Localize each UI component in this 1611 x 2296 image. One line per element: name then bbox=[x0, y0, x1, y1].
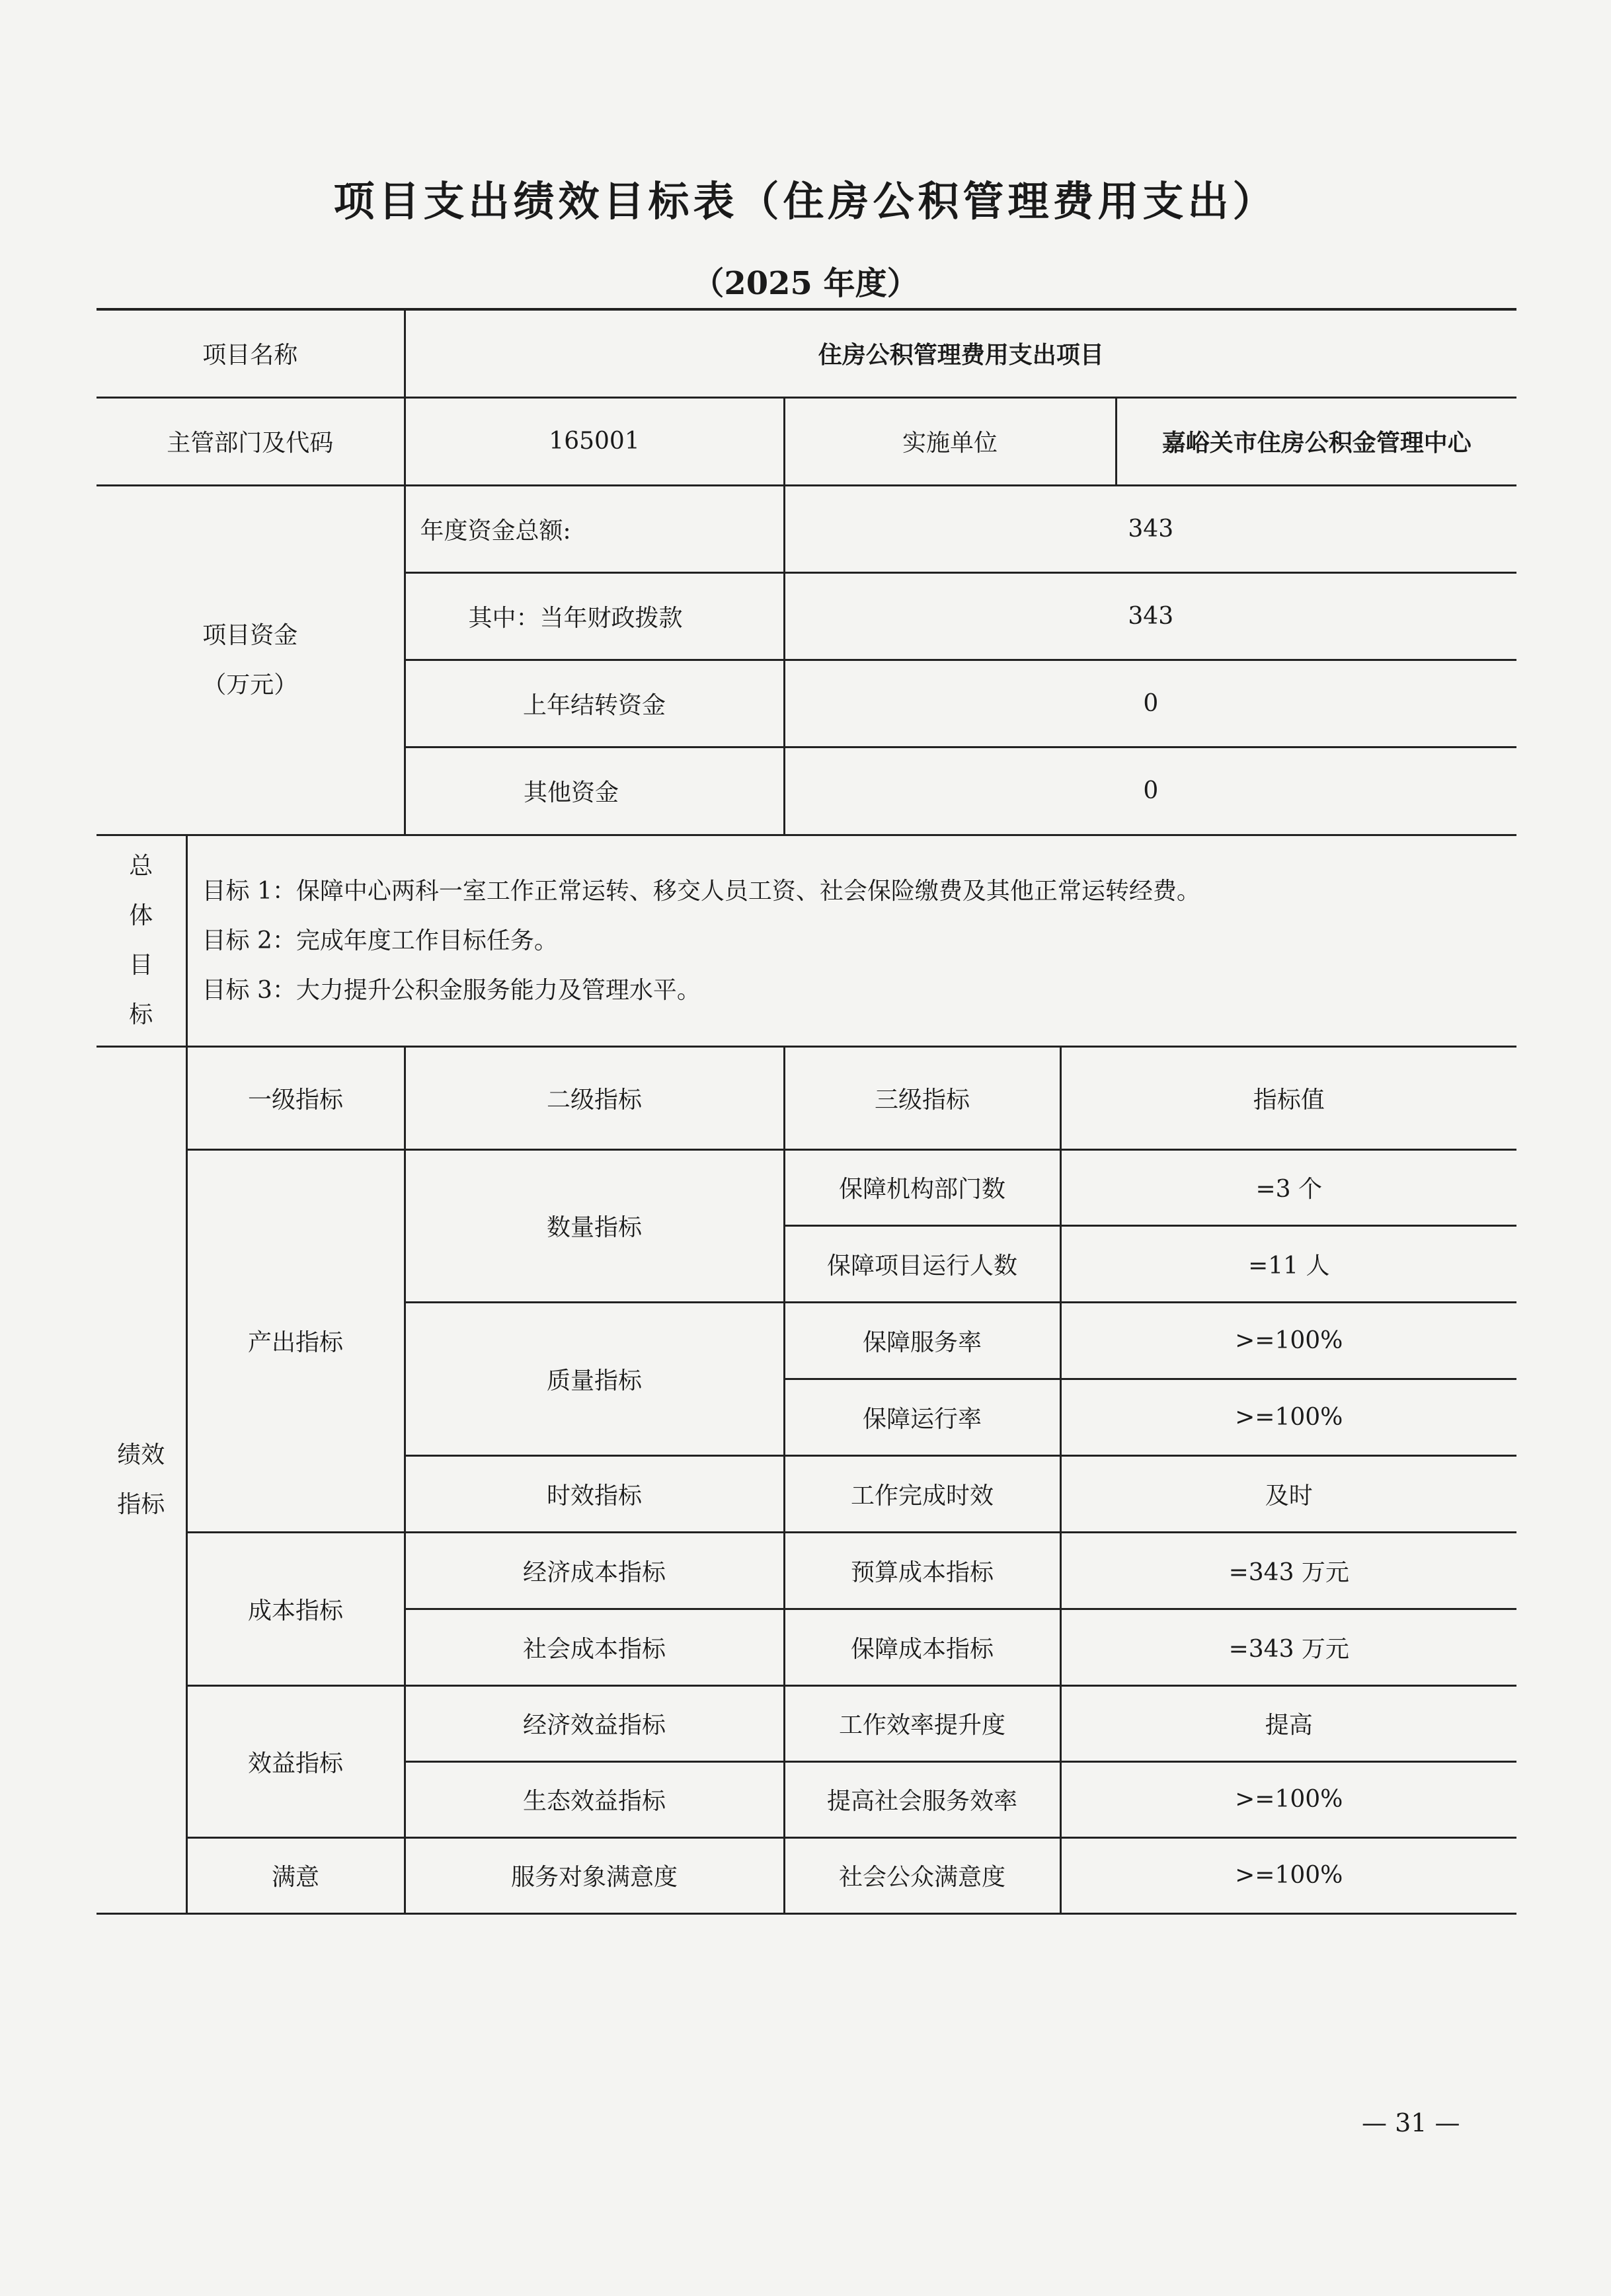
value-cell: =343 万元 bbox=[1060, 1609, 1516, 1685]
performance-table bbox=[97, 308, 1516, 1915]
level2-service-satisfaction: 服务对象满意度 bbox=[405, 1837, 784, 1913]
value-cell: 提高 bbox=[1060, 1685, 1516, 1761]
project-name-label: 项目名称 bbox=[97, 309, 405, 397]
header-level3: 三级指标 bbox=[784, 1046, 1060, 1149]
funds-row bbox=[97, 485, 1516, 572]
funds-label bbox=[97, 485, 405, 835]
value-cell: >=100% bbox=[1060, 1302, 1516, 1379]
level3-cell: 工作完成时效 bbox=[784, 1455, 1060, 1532]
level1-satisfaction: 满意 bbox=[186, 1837, 405, 1913]
impl-label: 实施单位 bbox=[784, 397, 1116, 485]
level3-cell: 保障机构部门数 bbox=[784, 1149, 1060, 1225]
page-subtitle: （2025 年度） bbox=[692, 265, 919, 302]
goal-item: 目标 3：大力提升公积金服务能力及管理水平。 bbox=[202, 976, 701, 1004]
level1-output: 产出指标 bbox=[186, 1149, 405, 1532]
value-cell: =3 个 bbox=[1060, 1149, 1516, 1225]
page-number: — 31 — bbox=[1362, 2108, 1460, 2137]
level3-cell: 社会公众满意度 bbox=[784, 1837, 1060, 1913]
level3-cell: 提高社会服务效率 bbox=[784, 1761, 1060, 1837]
value-cell: 及时 bbox=[1060, 1455, 1516, 1532]
goals-content bbox=[186, 835, 1516, 1046]
level2-timeliness: 时效指标 bbox=[405, 1455, 784, 1532]
value-cell: >=100% bbox=[1060, 1837, 1516, 1913]
funds-item-label: 上年结转资金 bbox=[405, 660, 784, 747]
level3-cell: 保障项目运行人数 bbox=[784, 1225, 1060, 1302]
indicator-header-row bbox=[97, 1046, 1516, 1149]
header-value: 指标值 bbox=[1060, 1046, 1516, 1149]
value-cell: =11 人 bbox=[1060, 1225, 1516, 1302]
level3-cell: 保障运行率 bbox=[784, 1379, 1060, 1455]
level3-cell: 工作效率提升度 bbox=[784, 1685, 1060, 1761]
level2-quality: 质量指标 bbox=[405, 1302, 784, 1455]
level2-quantity: 数量指标 bbox=[405, 1149, 784, 1302]
funds-label-line1: 项目资金 bbox=[202, 621, 298, 649]
level2-eco-benefit: 生态效益指标 bbox=[405, 1761, 784, 1837]
indicator-row bbox=[97, 1149, 1516, 1225]
goals-label: 总 体 目 标 bbox=[97, 835, 186, 1046]
funds-item-value: 0 bbox=[784, 660, 1516, 747]
funds-item-label: 其他资金 bbox=[405, 747, 784, 835]
value-cell: >=100% bbox=[1060, 1761, 1516, 1837]
indicator-row bbox=[97, 1532, 1516, 1609]
funds-item-label: 年度资金总额: bbox=[405, 485, 784, 572]
project-name-value: 住房公积管理费用支出项目 bbox=[405, 309, 1516, 397]
level3-cell: 保障服务率 bbox=[784, 1302, 1060, 1379]
header-level1: 一级指标 bbox=[186, 1046, 405, 1149]
goal-item: 目标 2：完成年度工作目标任务。 bbox=[202, 927, 558, 954]
level1-cost: 成本指标 bbox=[186, 1532, 405, 1685]
goal-item: 目标 1：保障中心两科一室工作正常运转、移交人员工资、社会保险缴费及其他正常运转经费。 bbox=[202, 877, 1200, 905]
project-name-row bbox=[97, 309, 1516, 397]
level2-social-cost: 社会成本指标 bbox=[405, 1609, 784, 1685]
funds-label-line2: （万元） bbox=[202, 671, 298, 699]
funds-item-value: 0 bbox=[784, 747, 1516, 835]
dept-code: 165001 bbox=[405, 397, 784, 485]
level2-economic-benefit: 经济效益指标 bbox=[405, 1685, 784, 1761]
page-title: 项目支出绩效目标表（住房公积管理费用支出） bbox=[333, 177, 1278, 225]
level3-cell: 预算成本指标 bbox=[784, 1532, 1060, 1609]
funds-item-value: 343 bbox=[784, 485, 1516, 572]
impl-value: 嘉峪关市住房公积金管理中心 bbox=[1116, 397, 1516, 485]
header-level2: 二级指标 bbox=[405, 1046, 784, 1149]
funds-item-label: 其中：当年财政拨款 bbox=[405, 572, 784, 660]
dept-row bbox=[97, 397, 1516, 485]
indicators-label: 绩效 指标 bbox=[97, 1046, 186, 1913]
dept-label: 主管部门及代码 bbox=[97, 397, 405, 485]
indicator-row bbox=[97, 1837, 1516, 1913]
funds-item-value: 343 bbox=[784, 572, 1516, 660]
level2-economic-cost: 经济成本指标 bbox=[405, 1532, 784, 1609]
level3-cell: 保障成本指标 bbox=[784, 1609, 1060, 1685]
value-cell: >=100% bbox=[1060, 1379, 1516, 1455]
value-cell: =343 万元 bbox=[1060, 1532, 1516, 1609]
indicator-row bbox=[97, 1685, 1516, 1761]
level1-benefit: 效益指标 bbox=[186, 1685, 405, 1837]
goals-row bbox=[97, 835, 1516, 1046]
